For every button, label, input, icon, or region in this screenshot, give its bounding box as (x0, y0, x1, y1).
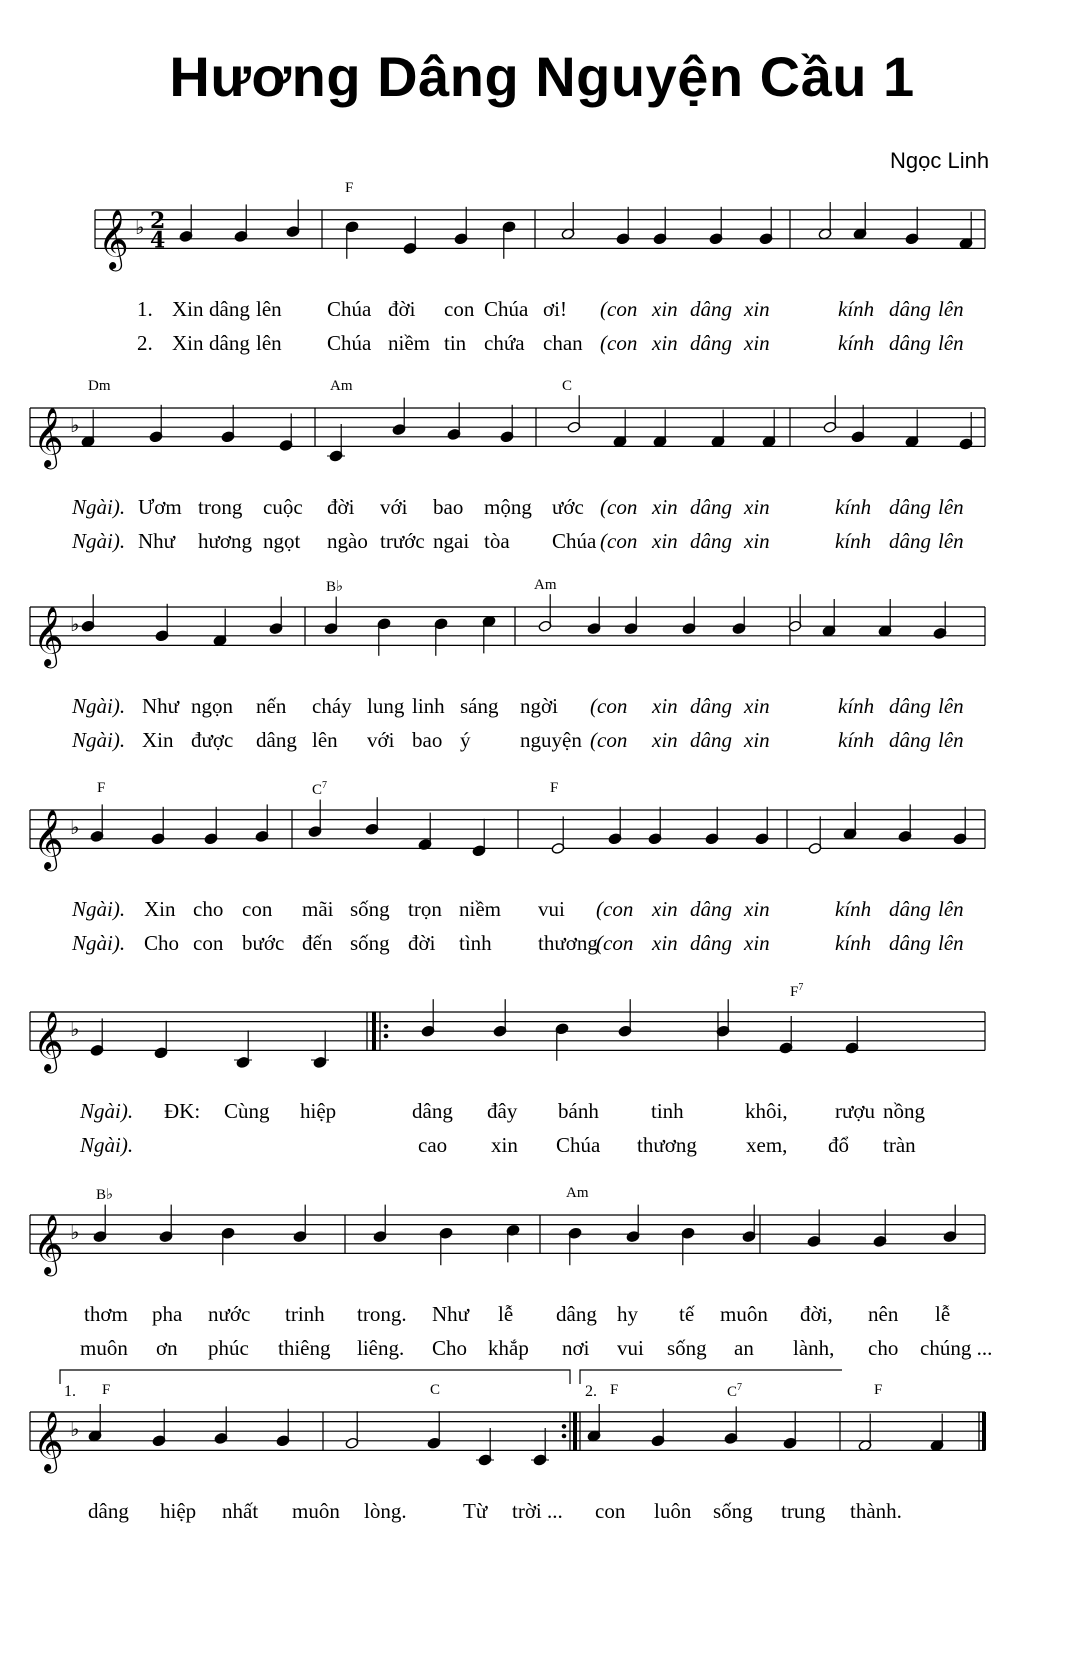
note (653, 410, 667, 448)
lyric-syllable: pha (152, 1302, 183, 1326)
treble-clef-icon: 𝄞 (33, 809, 64, 870)
lyric-syllable: đời, (800, 1302, 833, 1326)
lyric-syllable: hy (617, 1302, 638, 1326)
lyric-syllable: dâng (889, 331, 931, 355)
lyric-syllable: ngời (520, 694, 558, 718)
lyric-syllable: trước (380, 529, 425, 553)
lyric-syllable: nến (256, 694, 287, 718)
note (648, 807, 662, 845)
lyric-syllable: chứa (484, 331, 525, 355)
lyric-syllable: ơi! (543, 297, 567, 321)
lyric-syllable: trung (781, 1499, 826, 1523)
note (154, 1021, 168, 1059)
lyric-syllable: sáng (460, 694, 499, 718)
note (439, 1227, 453, 1265)
lyric-syllable: xin (652, 529, 678, 553)
lyric-syllable: ngào (327, 529, 368, 553)
lyric-syllable: Chúa (327, 331, 372, 355)
volta-1-label: 1. (64, 1383, 76, 1400)
lyric-syllable: được (191, 728, 234, 752)
lyric-syllable: Ngài). (72, 931, 126, 955)
chord-symbol: $C^7$ (727, 1382, 743, 1400)
lyric-syllable: Chúa (327, 297, 372, 321)
lyric-syllable: xin (744, 728, 770, 752)
lyric-syllable: tràn (883, 1133, 916, 1157)
note (345, 1411, 359, 1449)
lyric-syllable: đời (408, 931, 436, 955)
lyric-syllable: lên (256, 331, 282, 355)
lyric-syllable: muôn (80, 1336, 128, 1360)
lyric-syllable: dâng (889, 897, 931, 921)
note (279, 413, 293, 451)
lyric-syllable: xin (652, 495, 678, 519)
lyric-syllable: Ngài). (72, 529, 126, 553)
lyric-syllable: (con (600, 331, 638, 355)
note (472, 819, 486, 857)
lyric-syllable: ĐK: (164, 1099, 201, 1123)
lyric-syllable: Xin (144, 897, 176, 921)
lyric-syllable: Xin (172, 331, 204, 355)
lyric-syllable: Xin (142, 728, 174, 752)
lyric-syllable: ngọt (263, 529, 301, 553)
treble-clef-icon: 𝄞 (33, 407, 64, 468)
lyric-syllable: lên (938, 728, 964, 752)
lyric-syllable: kính (835, 495, 872, 519)
lyric-syllable: ơn (156, 1336, 178, 1360)
lyric-syllable: 2. (137, 331, 153, 355)
lyric-syllable: lễ (935, 1302, 951, 1326)
lyric-syllable: niềm (459, 897, 501, 921)
lyric-syllable: xin (652, 331, 678, 355)
lyric-syllable: ý (460, 728, 471, 752)
lyric-syllable: (con (600, 297, 638, 321)
lyric-syllable: tòa (484, 529, 510, 553)
note (858, 1414, 872, 1452)
lyric-syllable: dâng (690, 897, 732, 921)
lyric-syllable: dâng (556, 1302, 597, 1326)
chord-symbol: Dm (88, 378, 111, 394)
lyric-syllable: (con (590, 728, 628, 752)
chord-symbol: C (562, 378, 573, 394)
lyric-syllable: lễ (498, 1302, 514, 1326)
lyric-syllable: sống (667, 1336, 707, 1360)
note (651, 1409, 665, 1447)
lyric-syllable: lên (938, 331, 964, 355)
lyric-syllable: kính (835, 931, 872, 955)
note (311, 1030, 329, 1068)
lyric-syllable: trời ... (512, 1499, 563, 1523)
lyric-syllable: xin (744, 897, 770, 921)
note (709, 207, 723, 245)
lyric-syllable: thương (538, 931, 598, 955)
note (221, 405, 235, 443)
lyric-syllable: dâng (690, 331, 732, 355)
lyric-syllable: luôn (654, 1499, 692, 1523)
lyric-syllable: lung (367, 694, 405, 718)
note (151, 807, 165, 845)
lyric-syllable: dâng (889, 931, 931, 955)
lyric-syllable: bao (433, 495, 464, 519)
lyric-syllable: dâng (690, 529, 732, 553)
lyric-syllable: lên (938, 694, 964, 718)
lyric-syllable: kính (838, 331, 875, 355)
note (616, 207, 630, 245)
note (81, 410, 95, 448)
lyric-syllable: dâng (889, 529, 931, 553)
note (482, 615, 496, 653)
lyric-syllable: kính (838, 728, 875, 752)
lyric-syllable: nhất (222, 1499, 259, 1523)
lyric-syllable: lên (256, 297, 282, 321)
lyric-syllable: Chúa (484, 297, 529, 321)
lyric-syllable: kính (835, 897, 872, 921)
lyric-syllable: dâng (690, 495, 732, 519)
note (568, 1227, 582, 1265)
note (608, 807, 622, 845)
lyric-syllable: dâng (690, 694, 732, 718)
lyric-syllable: Xin (172, 297, 204, 321)
note (427, 1411, 441, 1449)
note (613, 410, 627, 448)
lyric-syllable: dâng (889, 728, 931, 752)
treble-clef-icon: 𝄞 (33, 606, 64, 667)
lyric-syllable: xin (744, 931, 770, 955)
lyric-syllable: (con (590, 694, 628, 718)
lyric-syllable: kính (838, 297, 875, 321)
lyric-syllable: đây (487, 1099, 518, 1123)
lyric-syllable: khắp (488, 1336, 529, 1360)
volta-2-label: 2. (585, 1383, 597, 1400)
lyric-syllable: trong. (357, 1302, 407, 1326)
lyric-syllable: ước (552, 495, 584, 519)
lyric-syllable: mộng (484, 495, 532, 519)
lyric-syllable: lên (312, 728, 338, 752)
note (149, 405, 163, 443)
lyric-syllable: dâng (690, 931, 732, 955)
note (705, 807, 719, 845)
lyric-syllable: bao (412, 728, 443, 752)
lyric-syllable: xin (652, 897, 678, 921)
note (90, 1018, 104, 1056)
lyric-syllable: kính (835, 529, 872, 553)
note (418, 813, 432, 851)
chord-symbol: F (102, 1382, 111, 1398)
lyric-syllable: linh (412, 694, 445, 718)
lyric-syllable: tin (444, 331, 467, 355)
note (476, 1428, 494, 1466)
note (853, 202, 867, 240)
lyric-syllable: dâng (209, 297, 250, 321)
note (204, 807, 218, 845)
key-flat-icon: ♭ (135, 215, 145, 240)
lyric-syllable: cuộc (263, 495, 303, 519)
note (759, 207, 773, 245)
note (221, 1227, 235, 1265)
lyric-syllable: lòng. (364, 1499, 407, 1523)
key-flat-icon: ♭ (70, 612, 80, 637)
note (953, 807, 967, 845)
chord-symbol: F (550, 780, 559, 796)
lyric-syllable: ngọn (191, 694, 233, 718)
lyric-syllable: Cho (432, 1336, 468, 1360)
lyric-syllable: hương (198, 529, 252, 553)
lyric-syllable: với (380, 495, 408, 519)
note (905, 410, 919, 448)
lyric-syllable: dâng (209, 331, 250, 355)
key-flat-icon: ♭ (70, 1220, 80, 1245)
lyric-syllable: dâng (690, 728, 732, 752)
lyric-syllable: Ươm (138, 495, 182, 519)
lyric-syllable: thiêng (278, 1336, 331, 1360)
note (155, 604, 169, 642)
note (502, 221, 516, 259)
lyric-syllable: Như (432, 1302, 470, 1326)
lyric-syllable: an (734, 1336, 754, 1360)
lyric-syllable: dâng (889, 495, 931, 519)
note (286, 200, 300, 238)
lyric-syllable: sống (350, 931, 390, 955)
lyric-syllable: Ngài). (80, 1099, 134, 1123)
lyric-syllable: xin (652, 297, 678, 321)
lyric-syllable: Ngài). (72, 897, 126, 921)
lyric-syllable: lên (938, 495, 964, 519)
lyric-syllable: xin (744, 331, 770, 355)
lyric-syllable: với (367, 728, 395, 752)
lyric-syllable: đời (327, 495, 355, 519)
lyric-syllable: Ngài). (72, 694, 126, 718)
song-title: Hương Dâng Nguyện Cầu 1 (169, 45, 915, 108)
lyric-syllable: xin (744, 694, 770, 718)
lyric-syllable: nên (868, 1302, 899, 1326)
lyric-syllable: Từ (463, 1499, 488, 1523)
lyric-syllable: nước (208, 1302, 251, 1326)
lyric-syllable: lên (938, 297, 964, 321)
lyric-syllable: trọn (408, 897, 442, 921)
lyric-syllable: dâng (88, 1499, 129, 1523)
lyric-syllable: (con (596, 897, 634, 921)
note (345, 221, 359, 259)
note (276, 1409, 290, 1447)
key-flat-icon: ♭ (70, 815, 80, 840)
time-signature-top: 2 (150, 208, 166, 235)
note (434, 618, 448, 656)
lyric-syllable: nguyện (520, 728, 582, 752)
lyric-syllable: Như (138, 529, 176, 553)
note (851, 405, 865, 443)
lyric-syllable: bánh (558, 1099, 599, 1123)
lyric-syllable: đến (302, 931, 333, 955)
lyric-syllable: lành, (793, 1336, 835, 1360)
note (234, 1030, 252, 1068)
lyric-syllable: xin (491, 1133, 518, 1157)
lyric-syllable: nơi (562, 1336, 590, 1360)
lyric-syllable: con (193, 931, 224, 955)
note (561, 202, 575, 240)
lyric-syllable: (con (600, 495, 638, 519)
lyric-syllable: niềm (388, 331, 430, 355)
lyric-syllable: mãi (302, 897, 334, 921)
lyric-syllable: lên (938, 897, 964, 921)
chord-symbol: $F^7$ (790, 982, 804, 1000)
lyric-syllable: Cho (144, 931, 180, 955)
chord-symbol: B♭ (96, 1187, 114, 1203)
note (930, 1414, 944, 1452)
lyric-syllable: xem, (746, 1133, 788, 1157)
lyric-syllable: (con (600, 529, 638, 553)
lyric-syllable: lên (938, 529, 964, 553)
note (905, 207, 919, 245)
lyric-syllable: sống (350, 897, 390, 921)
note (808, 816, 822, 854)
lyric-syllable: cho (868, 1336, 899, 1360)
lyric-syllable: cao (418, 1133, 448, 1157)
note (500, 405, 514, 443)
chord-symbol: Am (566, 1185, 589, 1201)
lyric-syllable: trong (198, 495, 243, 519)
note (959, 212, 973, 250)
lyric-syllable: hiệp (300, 1099, 337, 1123)
lyric-syllable: muôn (720, 1302, 768, 1326)
key-flat-icon: ♭ (70, 1017, 80, 1042)
chord-symbol: Am (330, 378, 353, 394)
lyric-syllable: (con (596, 931, 634, 955)
lyric-syllable: con (242, 897, 273, 921)
treble-clef-icon: 𝄞 (98, 209, 129, 270)
note (711, 410, 725, 448)
lyric-syllable: cho (193, 897, 224, 921)
lyric-syllable: Cùng (224, 1099, 270, 1123)
staff-system (0, 1382, 1084, 1662)
lyric-syllable: cháy (312, 694, 352, 718)
treble-clef-icon: 𝄞 (33, 1214, 64, 1275)
chord-symbol: B♭ (326, 579, 344, 595)
note (531, 1428, 549, 1466)
note (327, 424, 345, 462)
lyric-syllable: dâng (889, 297, 931, 321)
lyric-syllable: dâng (412, 1099, 453, 1123)
composer-name: Ngọc Linh (890, 148, 990, 173)
note (454, 207, 468, 245)
key-flat-icon: ♭ (70, 413, 80, 438)
lyric-syllable: tinh (651, 1099, 684, 1123)
lyric-syllable: Chúa (552, 529, 597, 553)
lyric-syllable: dâng (889, 694, 931, 718)
note (653, 207, 667, 245)
chord-symbol: $C^7$ (312, 780, 328, 798)
chord-symbol: C (430, 1382, 441, 1398)
chord-symbol: F (874, 1382, 883, 1398)
lyric-syllable: hiệp (160, 1499, 197, 1523)
lyric-syllable: con (444, 297, 475, 321)
lyric-syllable: xin (744, 529, 770, 553)
lyric-syllable: Chúa (556, 1133, 601, 1157)
note (551, 816, 565, 854)
lyric-syllable: Ngài). (80, 1133, 134, 1157)
lyric-syllable: phúc (208, 1336, 249, 1360)
note (755, 807, 769, 845)
lyric-syllable: nồng (883, 1099, 925, 1123)
note (403, 216, 417, 254)
note (213, 609, 227, 647)
note (555, 1023, 569, 1061)
lyric-syllable: chúng ... (920, 1336, 993, 1360)
lyric-syllable: lên (938, 931, 964, 955)
lyric-syllable: đổ (828, 1133, 849, 1157)
note (681, 1227, 695, 1265)
chord-symbol: F (610, 1382, 619, 1398)
lyric-syllable: 1. (137, 297, 153, 321)
lyric-syllable: xin (652, 728, 678, 752)
lyric-syllable: tình (459, 931, 492, 955)
lyric-syllable: con (595, 1499, 626, 1523)
note (152, 1409, 166, 1447)
lyric-syllable: vui (538, 897, 565, 921)
treble-clef-icon: 𝄞 (33, 1011, 64, 1072)
lyric-syllable: muôn (292, 1499, 340, 1523)
lyric-syllable: đời (388, 297, 416, 321)
chord-symbol: Am (534, 577, 557, 593)
lyric-syllable: khôi, (745, 1099, 788, 1123)
lyric-syllable: dâng (690, 297, 732, 321)
lyric-syllable: liêng. (357, 1336, 405, 1360)
note (762, 410, 776, 448)
chord-symbol: F (345, 180, 354, 196)
lyric-syllable: dâng (256, 728, 297, 752)
lyric-syllable: chan (543, 331, 583, 355)
note (783, 1411, 797, 1449)
lyric-syllable: bước (242, 931, 285, 955)
lyric-syllable: ngai (433, 529, 470, 553)
lyric-syllable: Ngài). (72, 495, 126, 519)
treble-clef-icon: 𝄞 (33, 1411, 64, 1472)
lyric-syllable: thành. (850, 1499, 902, 1523)
note (818, 202, 832, 240)
note (377, 618, 391, 656)
lyric-syllable: xin (652, 694, 678, 718)
key-flat-icon: ♭ (70, 1417, 80, 1442)
lyric-syllable: trinh (285, 1302, 325, 1326)
lyric-syllable: rượu (835, 1099, 875, 1123)
lyric-syllable: sống (713, 1499, 753, 1523)
lyric-syllable: xin (744, 495, 770, 519)
chord-symbol: F (97, 780, 106, 796)
lyric-syllable: xin (652, 931, 678, 955)
time-signature-bottom: 4 (150, 227, 166, 254)
lyric-syllable: Ngài). (72, 728, 126, 752)
lyric-syllable: thơm (84, 1302, 128, 1326)
lyric-syllable: vui (617, 1336, 644, 1360)
lyric-syllable: xin (744, 297, 770, 321)
lyric-syllable: kính (838, 694, 875, 718)
lyric-syllable: thương (637, 1133, 697, 1157)
lyric-syllable: Như (142, 694, 180, 718)
lyric-syllable: tế (679, 1302, 695, 1326)
